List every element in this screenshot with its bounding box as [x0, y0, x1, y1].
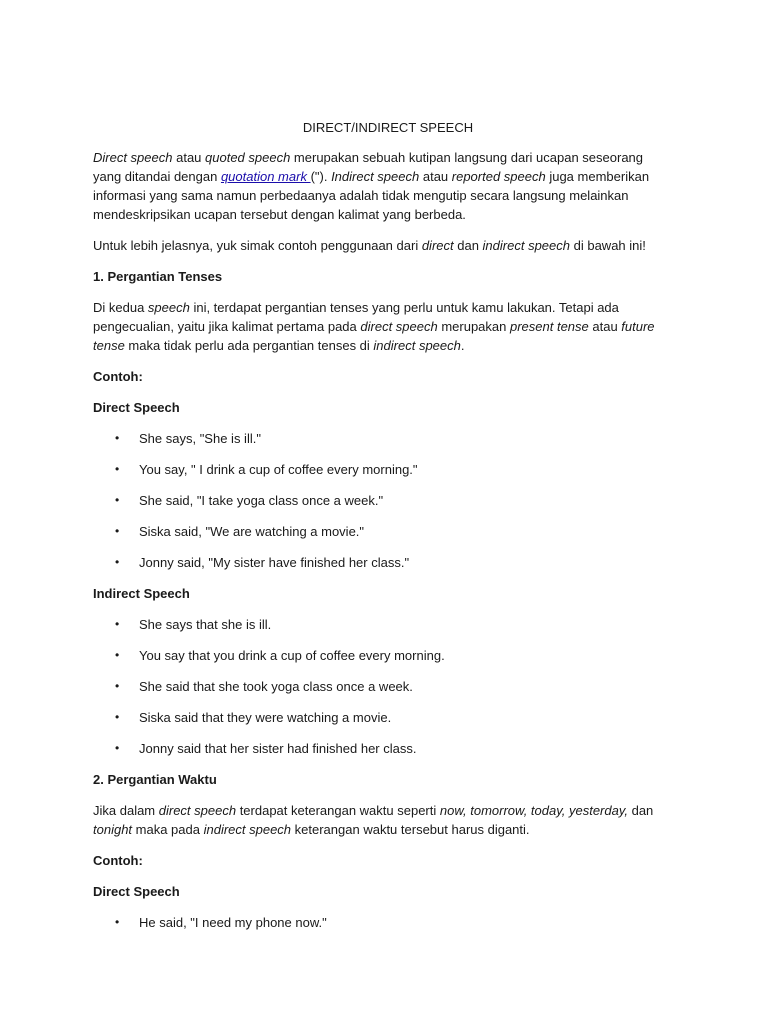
term-direct: direct	[421, 238, 454, 253]
bullet-icon: •	[115, 679, 120, 693]
text: Di kedua	[93, 300, 148, 315]
term-indirect-speech: indirect speech	[373, 338, 461, 353]
text: merupakan sebuah kutipan langsung dari ucapan seseorang yang ditandai dengan	[93, 150, 644, 184]
term-future-tense: future tense	[93, 319, 655, 353]
list-item-text: She said, "I take yoga class once a week."	[139, 493, 384, 508]
text: .	[460, 338, 465, 353]
list-item	[93, 913, 673, 932]
list-item-text: He said, "I need my phone now."	[139, 915, 327, 930]
list-item-text: Jonny said that her sister had finished her class.	[139, 741, 417, 756]
bullet-icon: •	[115, 431, 120, 445]
term-direct-speech: Direct speech	[93, 150, 173, 165]
list-item	[93, 615, 673, 634]
list-item-text: Siska said that they were watching a movie.	[139, 710, 392, 725]
text: Untuk lebih jelasnya, yuk simak contoh penggunaan dari	[93, 238, 422, 253]
term-direct-speech: direct speech	[158, 803, 237, 818]
text: Jika dalam	[93, 803, 159, 818]
document-body	[93, 118, 673, 944]
section-heading-tenses: 1. Pergantian Tenses	[93, 269, 223, 284]
text: maka tidak perlu ada pergantian tenses di	[124, 338, 374, 353]
text: juga memberikan informasi yang sama namun perbedaanya adalah tidak mengutip secara langsung melainkan mendeskripsikan ucapan tersebut dengan kalimat yang berbeda.	[93, 169, 650, 222]
contoh-label: Contoh:	[93, 369, 143, 384]
intro-paragraph-2	[93, 236, 673, 255]
indirect-speech-list	[93, 615, 673, 758]
bullet-icon: •	[115, 524, 120, 538]
list-item	[93, 708, 673, 727]
list-item-text: She says that she is ill.	[139, 617, 272, 632]
list-item-text: You say that you drink a cup of coffee every morning.	[139, 648, 445, 663]
text: dan	[453, 238, 483, 253]
term-direct-speech: direct speech	[360, 319, 438, 334]
term-reported-speech: reported speech	[451, 169, 546, 184]
bullet-icon: •	[115, 915, 120, 929]
term-indirect-speech: indirect speech	[482, 238, 570, 253]
text: dan	[627, 803, 654, 818]
term-tonight: tonight	[93, 822, 133, 837]
bullet-icon: •	[115, 555, 120, 569]
list-item	[93, 429, 673, 448]
document-title: DIRECT/INDIRECT SPEECH	[302, 120, 474, 135]
list-item	[93, 460, 673, 479]
text: maka pada	[132, 822, 204, 837]
indirect-speech-label: Indirect Speech	[93, 586, 190, 601]
bullet-icon: •	[115, 493, 120, 507]
section-heading-waktu: 2. Pergantian Waktu	[93, 772, 217, 787]
list-item-text: You say, " I drink a cup of coffee every morning."	[139, 462, 418, 477]
list-item	[93, 677, 673, 696]
term-quoted-speech: quoted speech	[205, 150, 291, 165]
list-item	[93, 739, 673, 758]
text: merupakan	[437, 319, 510, 334]
bullet-icon: •	[115, 462, 120, 476]
direct-speech-label-2: Direct Speech	[93, 884, 180, 899]
term-present-tense: present tense	[509, 319, 589, 334]
text: atau	[419, 169, 452, 184]
contoh-label-2: Contoh:	[93, 853, 143, 868]
intro-paragraph	[93, 148, 673, 224]
text: atau	[588, 319, 622, 334]
list-item	[93, 553, 673, 572]
direct-speech-list-2	[93, 913, 673, 932]
term-indirect-speech: indirect speech	[203, 822, 292, 837]
text: terdapat keterangan waktu seperti	[236, 803, 440, 818]
term-indirect-speech: Indirect speech	[331, 169, 420, 184]
list-item	[93, 491, 673, 510]
term-speech: speech	[147, 300, 190, 315]
text: atau	[172, 150, 206, 165]
bullet-icon: •	[115, 617, 120, 631]
list-item-text: She says, "She is ill."	[139, 431, 261, 446]
text: (").	[310, 169, 332, 184]
direct-speech-list	[93, 429, 673, 572]
list-item-text: She said that she took yoga class once a week.	[139, 679, 413, 694]
direct-speech-label: Direct Speech	[93, 400, 180, 415]
tenses-paragraph	[93, 298, 673, 355]
list-item-text: Siska said, "We are watching a movie."	[139, 524, 365, 539]
list-item	[93, 522, 673, 541]
bullet-icon: •	[115, 648, 120, 662]
bullet-icon: •	[115, 741, 120, 755]
bullet-icon: •	[115, 710, 120, 724]
waktu-paragraph	[93, 801, 673, 839]
term-time-words: now, tomorrow, today, yesterday,	[439, 803, 628, 818]
text: di bawah ini!	[570, 238, 646, 253]
text: ini, terdapat pergantian tenses yang perlu untuk kamu lakukan. Tetapi ada pengecualian, yaitu jika kalimat pertama pada	[93, 300, 619, 334]
list-item	[93, 646, 673, 665]
text: keterangan waktu tersebut harus diganti.	[291, 822, 530, 837]
quotation-mark-link[interactable]: quotation mark	[220, 169, 311, 184]
list-item-text: Jonny said, "My sister have finished her class."	[139, 555, 410, 570]
